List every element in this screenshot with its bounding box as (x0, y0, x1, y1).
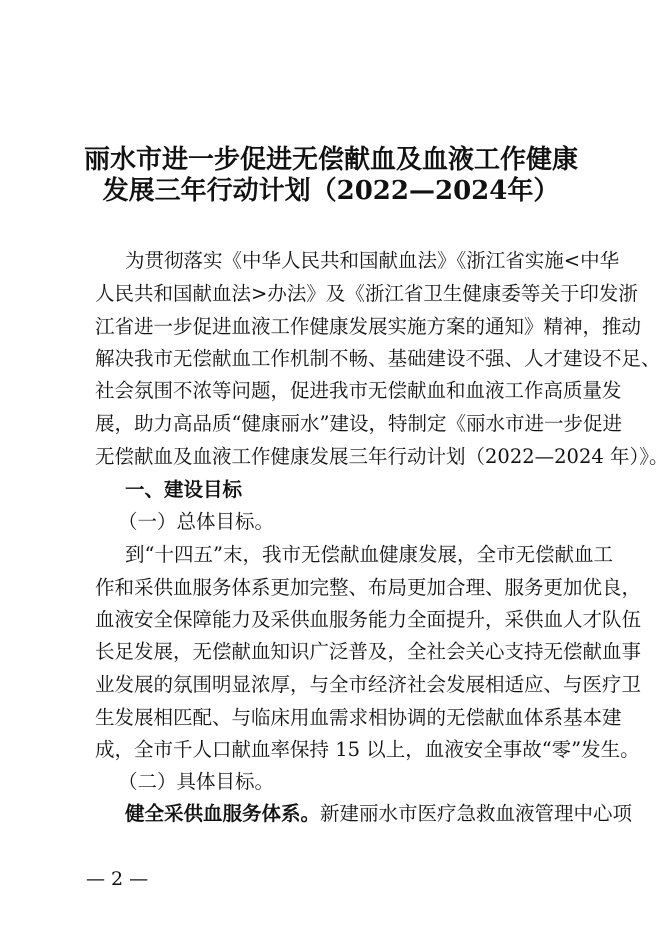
goal-line: 业发展的氛围明显浓厚，与全市经济社会发展相适应、与医疗卫 (95, 673, 642, 696)
goal-line: 作和采供血服务体系更加完整、布局更加合理、服务更加优良， (95, 576, 642, 599)
specific-goal-line (125, 802, 633, 826)
intro-line: 解决我市无偿献血工作机制不畅、基础建设不强、人才建设不足、 (95, 347, 661, 370)
document-title-line-1: 丽水市进一步促进无偿献血及血液工作健康 (83, 145, 578, 175)
goal-line: 血液安全保障能力及采供血服务能力全面提升，采供血人才队伍 (95, 608, 642, 631)
subsection-heading: （二）具体目标。 (118, 770, 275, 793)
intro-line: 人民共和国献血法>办法》及《浙江省卫生健康委等关于印发浙 (95, 282, 638, 305)
bold-lead: 健全采供血服务体系。 (125, 802, 321, 825)
subsection-heading: （一）总体目标。 (118, 510, 275, 533)
intro-line: 江省进一步促进血液工作健康发展实施方案的通知》精神，推动 (95, 315, 642, 338)
intro-line: 社会氛围不浓等问题，促进我市无偿献血和血液工作高质量发 (95, 379, 622, 402)
page-number: — 2 — (86, 868, 149, 890)
goal-line: 到“十四五”末，我市无偿献血健康发展，全市无偿献血工 (125, 543, 613, 566)
goal-line: 长足发展，无偿献血知识广泛普及，全社会关心支持无偿献血事 (95, 640, 642, 663)
intro-line: 为贯彻落实《中华人民共和国献血法》《浙江省实施<中华 (125, 249, 620, 272)
specific-goal-text: 新建丽水市医疗急救血液管理中心项 (320, 802, 633, 825)
goal-line: 生发展相匹配、与临床用血需求相协调的无偿献血体系基本建 (95, 706, 622, 729)
intro-line: 展，助力高品质“健康丽水”建设，特制定《丽水市进一步促进 (95, 412, 622, 435)
goal-line: 成，全市千人口献血率保持 15 以上，血液安全事故“零”发生。 (95, 738, 640, 761)
intro-line: 无偿献血及血液工作健康发展三年行动计划（2022—2024 年）》。 (95, 445, 668, 468)
document-title-line-2: 发展三年行动计划（2022—2024年） (102, 176, 560, 206)
section-heading: 一、建设目标 (125, 478, 243, 501)
